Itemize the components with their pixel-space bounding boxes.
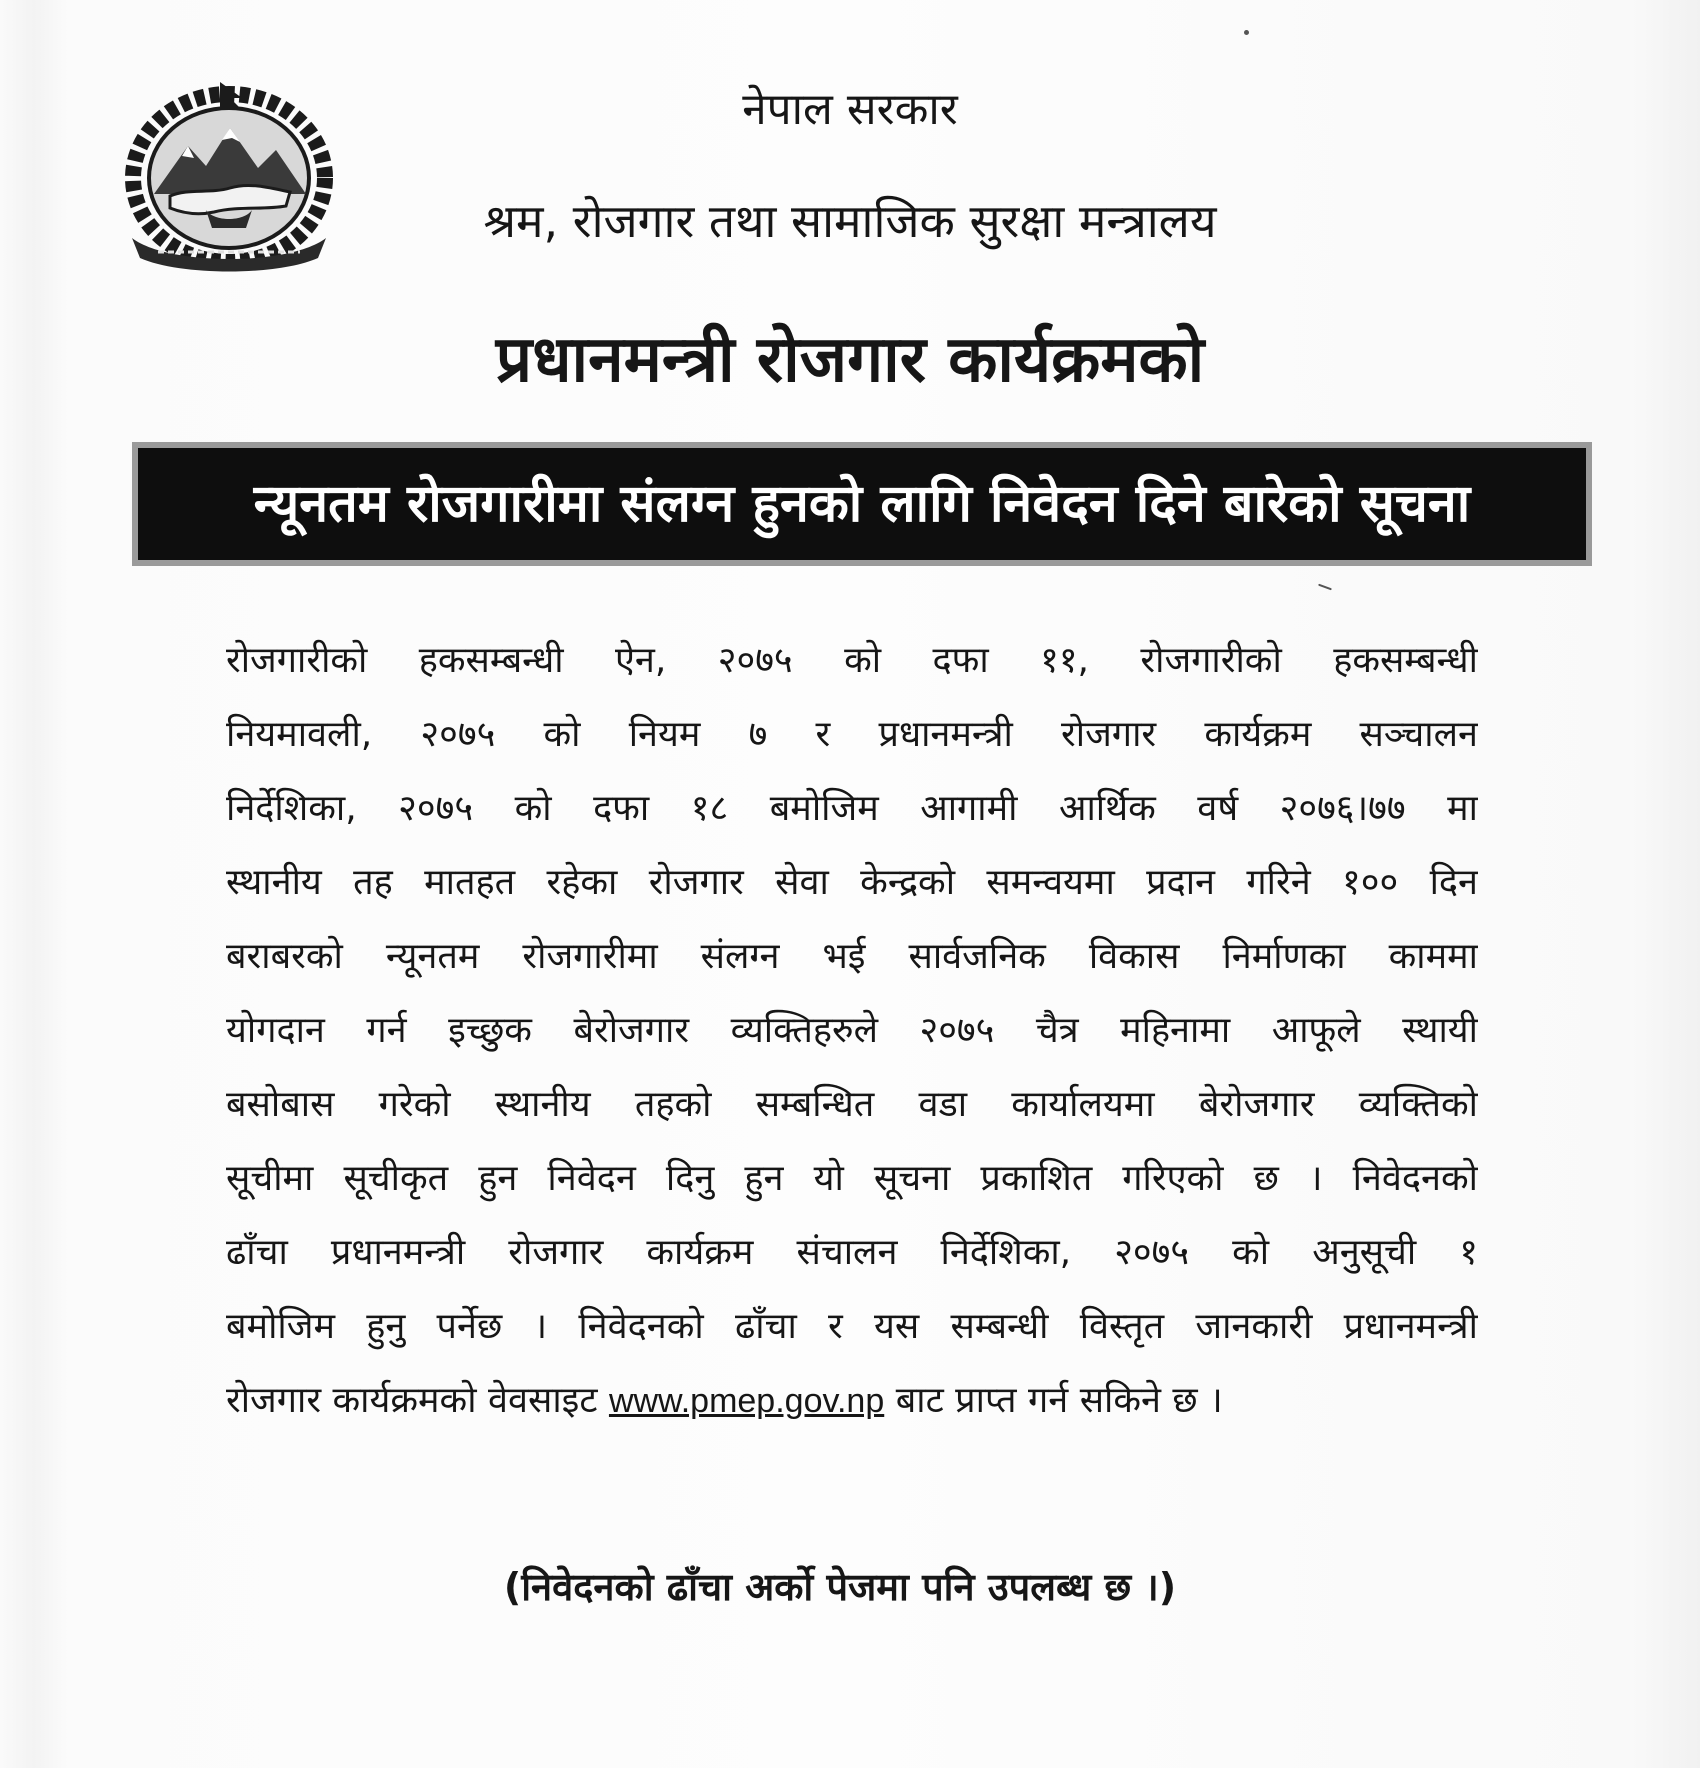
footer-note: (निवेदनको ढाँचा अर्को पेजमा पनि उपलब्ध छ ।) bbox=[503, 1565, 1177, 1609]
scan-speck bbox=[1318, 584, 1332, 591]
notice-title: न्यूनतम रोजगारीमा संलग्न हुनको लागि निवेदन दिने बारेको सूचना bbox=[253, 474, 1471, 534]
body-line-11 bbox=[226, 1364, 1478, 1438]
body-line-8: सूचीमा सूचीकृत हुन निवेदन दिनु हुन यो सूचना प्रकाशित गरिएको छ । निवेदनको bbox=[226, 1158, 1478, 1199]
government-name: नेपाल सरकार bbox=[742, 84, 958, 135]
website-link[interactable]: www.pmep.gov.np bbox=[608, 1382, 885, 1420]
notice-body bbox=[226, 624, 1478, 1438]
body-line-5: बराबरको न्यूनतम रोजगारीमा संलग्न भई सार्वजनिक विकास निर्माणका काममा bbox=[226, 936, 1478, 977]
program-title: प्रधानमन्त्री रोजगार कार्यक्रमको bbox=[495, 323, 1205, 397]
notice-banner bbox=[138, 448, 1586, 560]
ministry-name: श्रम, रोजगार तथा सामाजिक सुरक्षा मन्त्रालय bbox=[483, 194, 1217, 248]
website-intro: रोजगार कार्यक्रमको वेवसाइट bbox=[226, 1380, 598, 1421]
website-outro: बाट प्राप्त गर्न सकिने छ । bbox=[895, 1380, 1223, 1421]
body-line-6: योगदान गर्न इच्छुक बेरोजगार व्यक्तिहरुले २०७५ चैत्र महिनामा आफूले स्थायी bbox=[226, 1010, 1478, 1051]
emblem-graphic bbox=[118, 76, 340, 272]
nepal-emblem-icon bbox=[118, 76, 340, 272]
scan-speck bbox=[1244, 30, 1249, 35]
body-line-1: रोजगारीको हकसम्बन्धी ऐन, २०७५ को दफा ११, रोजगारीको हकसम्बन्धी bbox=[226, 640, 1478, 681]
body-line-7: बसोबास गरेको स्थानीय तहको सम्बन्धित वडा कार्यालयमा बेरोजगार व्यक्तिको bbox=[226, 1084, 1478, 1125]
body-line-3: निर्देशिका, २०७५ को दफा १८ बमोजिम आगामी आर्थिक वर्ष २०७६।७७ मा bbox=[226, 788, 1478, 829]
body-line-9: ढाँचा प्रधानमन्त्री रोजगार कार्यक्रम संचालन निर्देशिका, २०७५ को अनुसूची १ bbox=[226, 1232, 1478, 1273]
body-line-4: स्थानीय तह मातहत रहेका रोजगार सेवा केन्द्रको समन्वयमा प्रदान गरिने १०० दिन bbox=[226, 862, 1478, 903]
body-line-2: नियमावली, २०७५ को नियम ७ र प्रधानमन्त्री रोजगार कार्यक्रम सञ्चालन bbox=[226, 714, 1478, 755]
body-line-10: बमोजिम हुनु पर्नेछ । निवेदनको ढाँचा र यस सम्बन्धी विस्तृत जानकारी प्रधानमन्त्री bbox=[226, 1306, 1478, 1347]
